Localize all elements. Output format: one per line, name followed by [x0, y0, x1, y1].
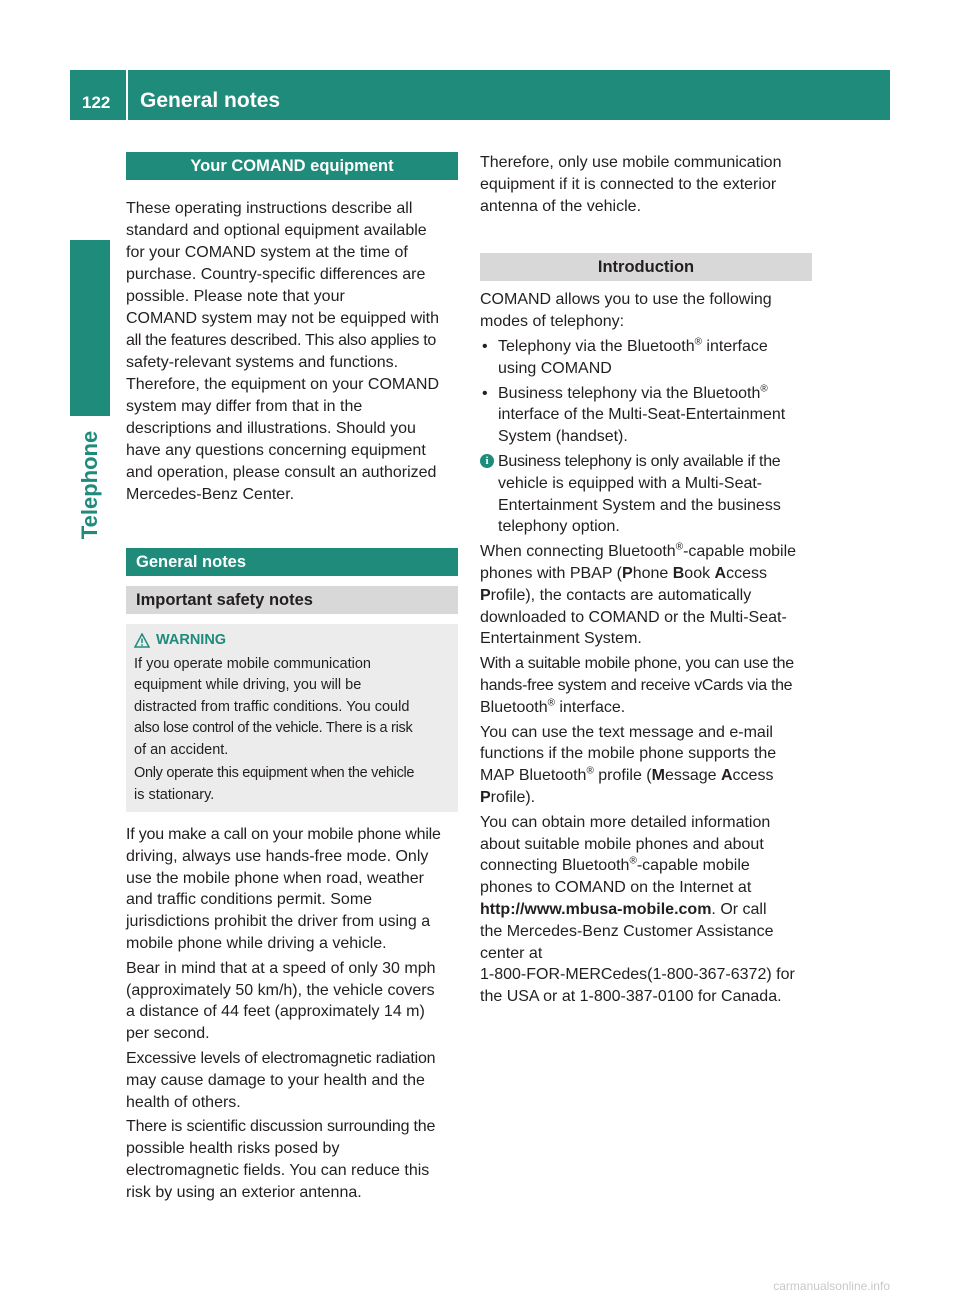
- more-info-paragraph: You can obtain more detailed information about suitable mobile phones and about connecting Bluetooth®-capable mobile phones to COMAND on the Internet at http://www.mbusa-mobile.com. Or call the Mercedes-Benz Customer Assistance center at 1-800-FOR-MERCedes(1-800-367-6372) for the USA or at 1-800-387-0100 for Canada.: [480, 813, 795, 1006]
- safety-notes-heading: Important safety notes: [126, 586, 458, 614]
- header-title: General notes: [140, 89, 281, 112]
- bullet-business-telephony: • Business telephony via the Bluetooth® interface of the Multi-Seat-Entertainment System (handset).: [482, 383, 786, 446]
- vcards-paragraph: With a suitable mobile phone, you can use the hands-free system and receive vCards via the Bluetooth® interface.: [480, 655, 794, 716]
- sidebar-label: Telephone: [77, 430, 103, 540]
- scientific-paragraph: There is scientific discussion surrounding the possible health risks posed by electromagnetic fields. You can reduce this risk by using an exterior antenna.: [126, 1118, 436, 1201]
- warning-text-1: If you operate mobile communication equipment while driving, you will be distracted from traffic conditions. You could also lose control of the vehicle. There is a risk of an accident.: [134, 655, 413, 758]
- left-column: [126, 152, 458, 1204]
- footer-watermark: carmanualsonline.info: [773, 1279, 890, 1293]
- bullet-bluetooth-telephony: • Telephony via the Bluetooth® interface using COMAND: [482, 336, 768, 377]
- general-notes-heading: General notes: [126, 548, 458, 576]
- header-divider: [126, 70, 128, 120]
- warning-text-2: Only operate this equipment when the vehicle is stationary.: [134, 765, 415, 803]
- handsfree-paragraph: If you make a call on your mobile phone while driving, always use hands-free mode. Only use the mobile phone when road, weather and traffic conditions permit. Some jurisdictions prohibit the driver from using a mobile phone while driving a vehicle.: [126, 826, 441, 952]
- right-column: [480, 152, 812, 1008]
- text-message-paragraph: You can use the text message and e-mail functions if the mobile phone supports the MAP Bluetooth® profile (Message Access Profile).: [480, 723, 777, 806]
- therefore-paragraph: Therefore, only use mobile communication equipment if it is connected to the exterior antenna of the vehicle.: [480, 154, 782, 215]
- allows-paragraph: COMAND allows you to use the following modes of telephony:: [480, 291, 772, 331]
- info-icon: i: [480, 454, 494, 468]
- equipment-heading: Your COMAND equipment: [126, 152, 458, 180]
- warning-label: WARNING: [156, 632, 227, 648]
- warning-header: [134, 630, 452, 652]
- warning-triangle-icon: [134, 633, 150, 648]
- equipment-text: These operating instructions describe all standard and optional equipment available for your COMAND system at the time of purchase. Country-specific differences are possible. Please note that your COMAND system may not be equipped with all the features described. This also applies to safety-relevant systems and functions. Therefore, the equipment on your COMAND system may differ from that in the descriptions and illustrations. Should you have any questions concerning equipment and operation, please consult an authorized Mercedes-Benz Center.: [126, 200, 440, 503]
- warning-box: [126, 624, 458, 812]
- mbusa-link[interactable]: http://www.mbusa-mobile.com: [480, 900, 712, 918]
- sidebar-tab: [70, 240, 110, 416]
- bullet-dot: •: [482, 384, 488, 402]
- page-number: 122: [82, 93, 111, 112]
- radiation-paragraph: Excessive levels of electromagnetic radiation may cause damage to your health and the health of others.: [126, 1049, 436, 1111]
- pbap-paragraph: When connecting Bluetooth®-capable mobile phones with PBAP (Phone Book Access Profile), the contacts are automatically downloaded to COMAND or the Multi-Seat- Entertainment System.: [480, 541, 797, 648]
- introduction-heading: Introduction: [480, 253, 812, 281]
- bullet-dot: •: [482, 337, 488, 355]
- speed-paragraph: Bear in mind that at a speed of only 30 mph (approximately 50 km/h), the vehicle covers a distance of 44 feet (approximately 14 m) per second.: [126, 959, 436, 1043]
- info-note: i Business telephony is only available if the vehicle is equipped with a Multi-Seat- Entertainment System and the business telephony option.: [480, 451, 812, 538]
